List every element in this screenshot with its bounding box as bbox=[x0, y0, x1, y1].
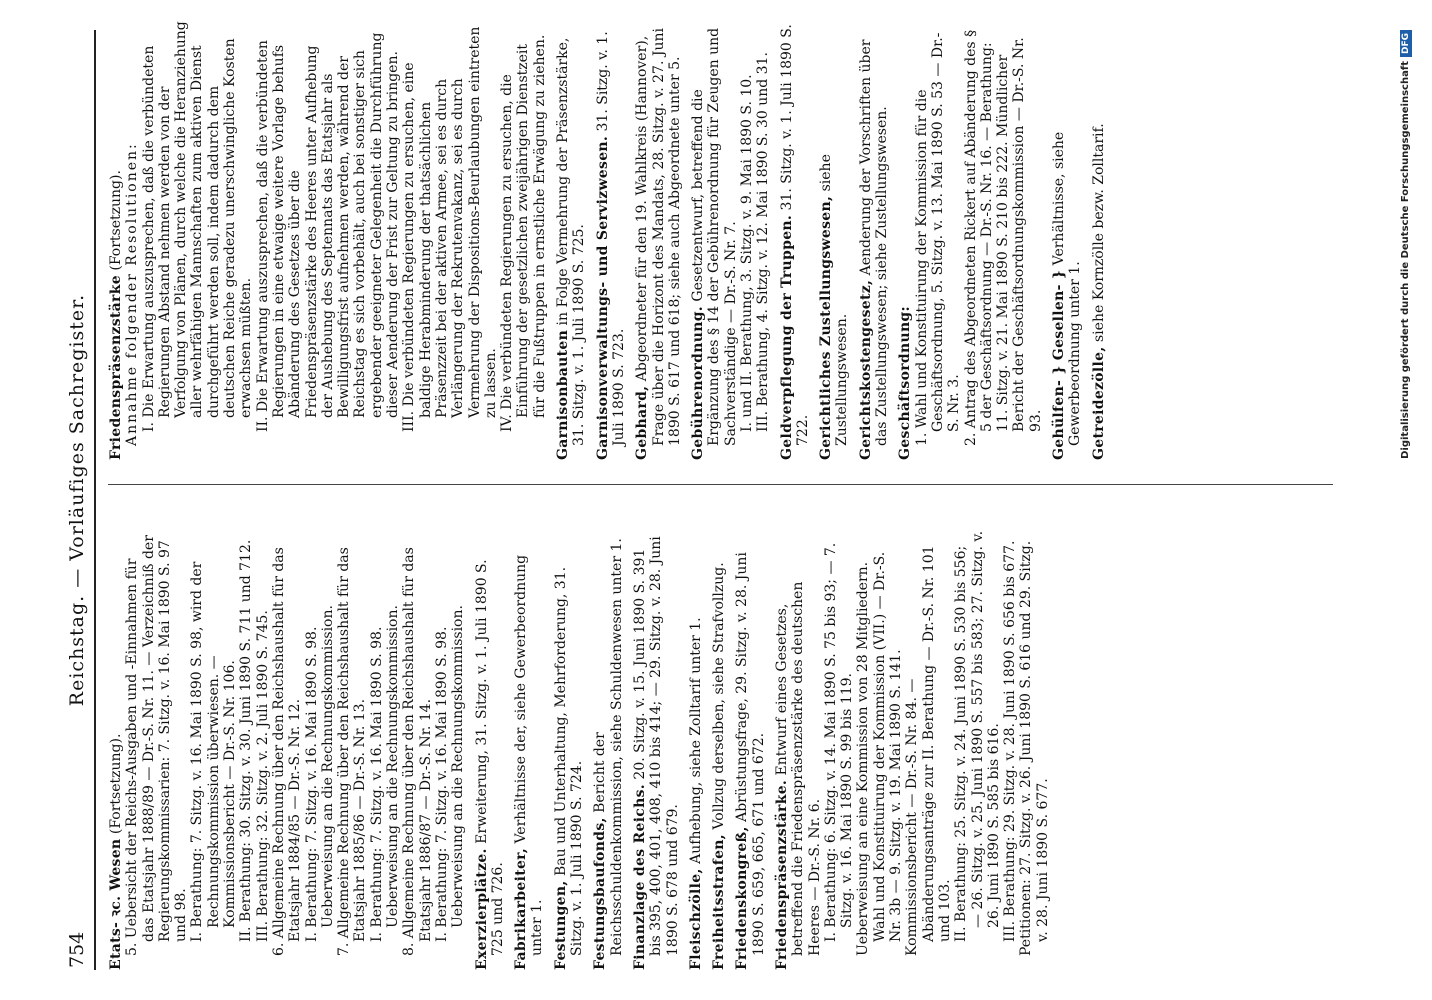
right-column bbox=[108, 20, 1114, 460]
entry-festungen bbox=[553, 530, 586, 970]
credit-text: Digitalisierung gefördert durch die Deutsche Forschungsgemeinschaft bbox=[1400, 61, 1411, 459]
entry-festungsbaufonds bbox=[592, 530, 625, 970]
sub-item: III. Berathung: 29. Sitzg. v. 28. Juni 1890 S. 656 bis 677. bbox=[1002, 540, 1019, 942]
entry-head: Getreidezölle, bbox=[1090, 346, 1107, 460]
entry-text: Abgeordneter für den 19. Wahlkreis (Hannover), Frage über die Horizont des Mandats, 28. Sitzg. v. 27. Juni 1890 S. 617 und 618; siehe auch Abgeordnete unter 5. bbox=[634, 28, 683, 446]
sub-item: 5. Uebersicht der Reichs-Ausgaben und -Einnahmen für das Etatsjahr 1888/89 — Dr.-S. Nr. 11. — Verzeichniß der Regierungskommissarien: 7. Sitzg. v. 16. Mai 1890 S. 97 und 98. bbox=[124, 535, 190, 956]
entry-head: Friedenskongreß, bbox=[734, 826, 751, 970]
entry-exerzierplaetze bbox=[474, 530, 507, 970]
entry-gebuehrenordnung bbox=[690, 20, 771, 460]
entry-head: Gehülfen- } Gesellen- } bbox=[1051, 269, 1068, 460]
entry-garnisonverwaltung bbox=[595, 20, 628, 460]
sub-item: 7. Allgemeine Rechnung über den Reichshaushalt für das Etatsjahr 1885/86 — Dr.-S. Nr. 13. bbox=[336, 547, 369, 956]
sub-item: II. Berathung: 25. Sitzg. v. 24. Juni 1890 S. 530 bis 556; — 26. Sitzg. v. 25. Juni 1890 S. 557 bis 583; 27. Sitzg. v. 26. Juni 1890 S. 585 bis 616. bbox=[953, 530, 1002, 942]
entry-gehuelfen bbox=[1051, 20, 1084, 460]
entry-text: Verhältnisse der, siehe Gewerbeordnung unter 1. bbox=[513, 554, 546, 956]
sub-item: I. Berathung: 7. Sitzg. v. 16. Mai 1890 S. 98. Ueberweisung an die Rechnungskommission. bbox=[433, 605, 467, 942]
entry-text: (Fortsetzung). bbox=[108, 170, 124, 271]
sub-item: I. Berathung: 7. Sitzg. v. 16. Mai 1890 S. 98. Ueberweisung an die Rechnungskommission. bbox=[368, 605, 402, 942]
entry-text: siehe Zustellungswesen. bbox=[818, 154, 851, 446]
sub-item: I. Berathung: 7. Sitzg. v. 16. Mai 1890 S. 98. Ueberweisung an die Rechnungskommission. bbox=[303, 605, 336, 942]
sub-item: Annahme folgender Resolutionen: bbox=[124, 142, 141, 446]
entry-text: Entwurf eines Gesetzes, betreffend die Friedenspräsenzstärke des deutschen Heeres — Dr.-S. Nr. 6. bbox=[773, 581, 823, 956]
sub-item: I. und II. Berathung, 3. Sitzg. v. 9. Mai 1890 S. 10. bbox=[738, 74, 755, 432]
entry-head: Exerzierplätze. bbox=[473, 848, 490, 970]
entry-text: Abrüstungsfrage, 29. Sitzg. v. 28. Juni 1890 S. 659, 665, 671 und 672. bbox=[734, 552, 767, 956]
entry-fleischzoelle bbox=[688, 530, 704, 970]
sub-item: II. Berathung: 30. Sitzg. v. 30. Juni 1890 S. 711 und 712. bbox=[238, 539, 255, 942]
sub-item: III. Die verbündeten Regierungen zu ersuchen, eine baldige Herabminderung der thatsächlichen Präsenzzeit bei der aktiven Armee, sei es durch Verlängerung der Rekrutenvakanz, sei es durch Vermehrung der Dispositions-Beurlaubungen eintreten zu lassen. bbox=[401, 26, 499, 432]
entry-head: Gerichtliches Zustellungswesen, bbox=[818, 195, 835, 460]
entry-gerichtliches bbox=[818, 20, 851, 460]
entry-friedenspraesenz-cont bbox=[108, 20, 548, 460]
page-number: 754 bbox=[66, 931, 88, 968]
sub-item: 2. Antrag des Abgeordneten Rickert auf Abänderung des § 5 der Geschäftsordnung — Dr.-S. Nr. 16. — Berathung: 11. Sitzg. v. 21. Mai 1890 S. 210 bis 222. Mündlicher Bericht der Geschäftsordnungskommission — Dr.-S. Nr. 93. bbox=[962, 29, 1044, 446]
page-header bbox=[60, 30, 96, 970]
entry-text: Bericht der Reichsschuldenkommission, siehe Schuldenwesen unter 1. bbox=[592, 538, 625, 956]
sub-item: Petitionen: 27. Sitzg. v. 26. Juni 1890 S. 616 und 29. Sitzg. v. 28. Juni 1890 S. 677. bbox=[1018, 540, 1051, 956]
sub-item: I. Die Erwartung auszusprechen, daß die verbündeten Regierungen Abstand nehmen werden von der Verfolgung von Plänen, durch welche die Heranziehung aller wehrfähigen Mannschaften zum aktiven Dienst durchgeführt werden soll, indem dadurch dem deutschen Reiche geradezu unerschwingliche Kosten erwachsen müßten. bbox=[140, 21, 255, 432]
sub-item: III. Berathung: 32. Sitzg. v. 2. Juli 1890 S. 745. bbox=[254, 610, 271, 942]
entry-text: in Folge Vermehrung der Präsenzstärke, 31. Sitzg. v. 1. Juli 1890 S. 725. bbox=[555, 37, 588, 446]
entry-text: Aenderung der Vorschriften über das Zustellungswesen; siehe Zustellungswesen. bbox=[857, 39, 891, 446]
entry-head: Festungen, bbox=[552, 880, 569, 970]
entry-head: Geschäftsordnung: bbox=[897, 306, 914, 460]
entry-getreidezoelle bbox=[1091, 20, 1107, 460]
entry-head: Garnisonbauten bbox=[555, 329, 572, 460]
entry-head: Garnisonverwaltungs- und Servizwesen. bbox=[594, 135, 611, 460]
page-title: Reichstag. — Vorläufiges Sachregister. bbox=[66, 293, 88, 707]
entry-text: Bau und Unterhaltung, Mehrforderung, 31. Sitzg. v. 1. Juli 1890 S. 724. bbox=[552, 566, 586, 956]
entry-gebhard bbox=[634, 20, 683, 460]
column-rule bbox=[108, 484, 1333, 485]
entry-friedenspraesenz bbox=[774, 530, 1051, 970]
sub-item: I. Berathung: 6. Sitzg. v. 14. Mai 1890 S. 75 bis 93; — 7. Sitzg. v. 16. Mai 1890 S. 99 bis 119. bbox=[822, 542, 856, 942]
entry-garnisonbauten bbox=[555, 20, 588, 460]
sub-item: III. Berathung, 4. Sitzg. v. 12. Mai 1890 S. 30 und 31. bbox=[755, 52, 772, 432]
entry-head: Fleischzölle, bbox=[687, 868, 704, 970]
entry-text: Verhältnisse, siehe Gewerbeordnung unter 1. bbox=[1051, 131, 1084, 446]
entry-head: Gebührenordnung. bbox=[690, 306, 707, 460]
entry-finanzlage bbox=[632, 530, 681, 970]
entry-head: Friedenspräsenzstärke bbox=[108, 275, 124, 460]
sub-item: Ueberweisung an eine Kommission von 28 Mitgliedern. Wahl und Konstituirung der Kommission (VII.) — Dr.-S. Nr. 3b — 9. Sitzg. v. 19. Mai 1890 S. 141. bbox=[855, 551, 905, 956]
entry-head: Finanzlage des Reichs. bbox=[631, 784, 648, 970]
entry-head: Festungsbaufonds, bbox=[592, 817, 609, 970]
entry-text: Gesetzentwurf, betreffend die Ergänzung des § 14 der Gebührenordnung für Zeugen und Sachverständige — Dr.-S. Nr. 7. bbox=[690, 27, 739, 446]
sub-item: 8. Allgemeine Rechnung über den Reichshaushalt für das Etatsjahr 1886/87 — Dr.-S. Nr. 14. bbox=[401, 547, 434, 956]
entry-geldverpflegung bbox=[779, 20, 812, 460]
sub-item: Kommissionsbericht — Dr.-S. Nr. 84. — Abänderungsanträge zur II. Berathung — Dr.-S. Nr. 101 und 103. bbox=[904, 545, 953, 956]
entry-text: Erweiterung, 31. Sitzg. v. 1. Juli 1890 S. 725 und 726. bbox=[473, 559, 506, 956]
entry-text: 20. Sitzg. v. 15. Juni 1890 S. 391 bis 395, 400, 401, 408, 410 bis 414; — 29. Sitzg. v. 28. Juni 1890 S. 678 und 679. bbox=[631, 536, 681, 956]
entry-etats bbox=[108, 530, 467, 970]
entry-friedenskongress bbox=[734, 530, 767, 970]
entry-text: 31. Sitzg. v. 1. Juli 1890 S. 723. bbox=[594, 31, 627, 446]
entry-head: Gebhard, bbox=[634, 385, 651, 460]
entry-fabrikarbeiter bbox=[513, 530, 546, 970]
entry-head: Gerichtskostengesetz, bbox=[857, 279, 874, 460]
sub-item: I. Berathung: 7. Sitzg. v. 16. Mai 1890 S. 98, wird der Rechnungskommission überwiesen. — Kommissionsbericht — Dr.-S. Nr. 106. bbox=[189, 561, 239, 942]
digitization-credit bbox=[1400, 30, 1412, 970]
entry-gerichtskosten bbox=[858, 20, 891, 460]
sub-item: 6. Allgemeine Rechnung über den Reichshaushalt für das Etatsjahr 1884/85 — Dr.-S. Nr. 12. bbox=[270, 547, 304, 956]
entry-head: Etats- ꝛc. Wesen bbox=[108, 838, 124, 970]
entry-text: Aufhebung, siehe Zolltarif unter 1. bbox=[687, 617, 704, 864]
entry-head: Friedenspräsenzstärke. bbox=[773, 779, 790, 970]
entry-text: Vollzug derselben, siehe Strafvollzug. bbox=[711, 562, 728, 830]
entry-head: Freiheitsstrafen, bbox=[711, 834, 728, 970]
entry-geschaeftsordnung bbox=[897, 20, 1044, 460]
left-column bbox=[108, 530, 1058, 970]
entry-freiheitsstrafen bbox=[711, 530, 727, 970]
entry-text: siehe Kornzölle bezw. Zolltarif. bbox=[1090, 123, 1107, 342]
dfg-logo: DFG bbox=[1400, 30, 1412, 57]
entry-text: 31. Sitzg. v. 1. Juli 1890 S. 722. bbox=[778, 24, 811, 446]
entry-head: Geldverpflegung der Truppen. bbox=[778, 214, 795, 460]
entry-text: (Fortsetzung). bbox=[108, 733, 124, 835]
entry-head: Fabrikarbeiter, bbox=[513, 848, 530, 970]
sub-item: IV. Die verbündeten Regierungen zu ersuchen, die Einführung der gesetzlichen zweijährigen Dienstzeit für die Fußtruppen in ernstliche Erwägung zu ziehen. bbox=[499, 34, 548, 432]
sub-item: II. Die Erwartung auszusprechen, daß die verbündeten Regierungen in eine etwaige weitere Vorlage behufs Abänderung des Gesetzes über die Friedenspräsenzstärke des Heeres unter Aufhebung der Aushebung des Septennats das Etatsjahr als Bewilligungsfrist aufnehmen werden, während der Reichstag es sich vorbehält, auch bei sonstiger sich ergebender geeigneter Gelegenheit die Durchführung dieser Aenderung der Frist zur Geltung zu bringen. bbox=[254, 32, 402, 432]
sub-item: 1. Wahl und Konstituirung der Kommission für die Geschäftsordnung, 5. Sitzg. v. 13. Mai 1890 S. 53 — Dr.-S. Nr. 3. bbox=[913, 32, 963, 446]
